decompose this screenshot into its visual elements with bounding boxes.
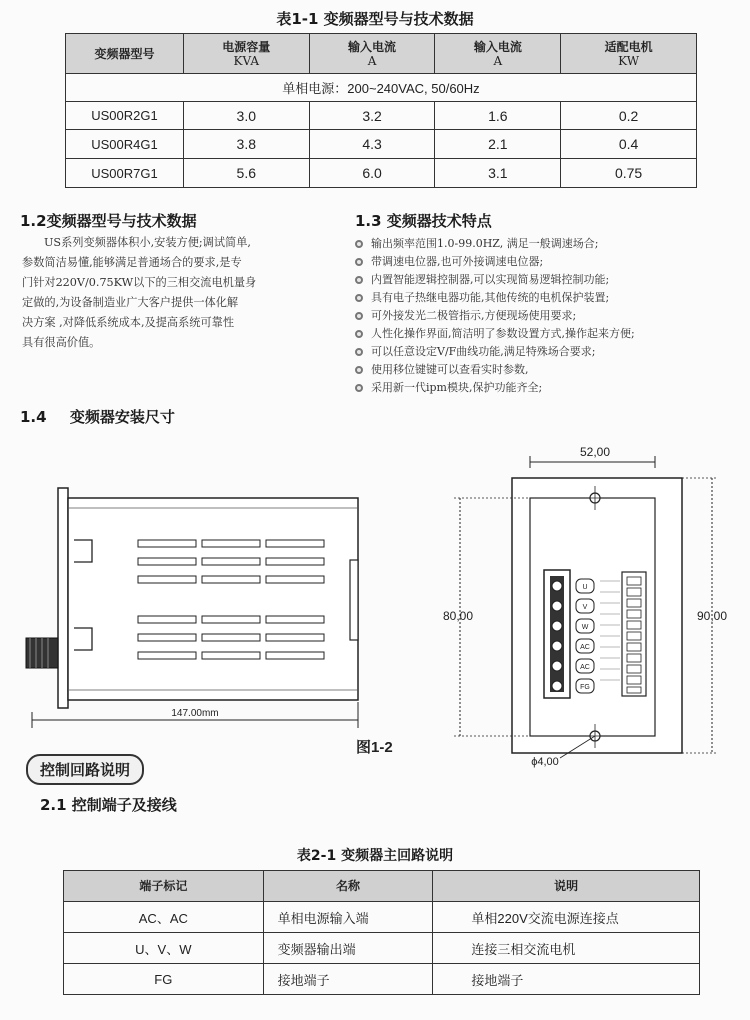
current-cell: 1.6 [435, 102, 561, 130]
name-cell: 单相电源输入端 [263, 902, 433, 933]
main-circuit-table [63, 870, 700, 995]
paragraph-line: 门针对220V/0.75KW以下的三相交流电机量身 [22, 276, 257, 289]
paragraph-line: 决方案 ,对降低系统成本,及提高系统可靠性 [22, 316, 235, 329]
bullet-icon [355, 240, 363, 248]
section-1-2-text [22, 233, 344, 353]
name-cell: 接地端子 [263, 964, 433, 995]
header-capacity: 电源容量 KVA [183, 34, 309, 74]
table-row [66, 130, 697, 159]
capacity-cell: 3.8 [183, 130, 309, 159]
bullet-icon [355, 366, 363, 374]
bullet-icon [355, 276, 363, 284]
list-item: 采用新一代ipm模块,保护功能齐全; [355, 379, 745, 397]
table1-title: 表1-1 变频器型号与技术数据 [276, 10, 474, 28]
name-cell: 变频器输出端 [263, 933, 433, 964]
hole-diameter-label: ϕ4,00 [531, 756, 559, 768]
side-width-label: 147.00mm [171, 708, 219, 719]
header-name: 名称 [263, 871, 433, 902]
model-cell: US00R7G1 [66, 159, 184, 188]
description-cell: 连接三相交流电机 [433, 933, 700, 964]
outer-height-label: 90,00 [696, 609, 728, 623]
list-item: 具有电子热继电器功能,其他传统的电机保护装置; [355, 289, 745, 307]
bullet-icon [355, 384, 363, 392]
list-item: 内置智能逻辑控制器,可以实现简易逻辑控制功能; [355, 271, 745, 289]
bullet-icon [355, 312, 363, 320]
description-cell: 接地端子 [433, 964, 700, 995]
paragraph-line: US系列变频器体积小,安装方便;调试简单, [44, 236, 251, 249]
list-item: 可以任意设定V/F曲线功能,满足特殊场合要求; [355, 343, 745, 361]
table-header [64, 871, 700, 902]
power-supply-row: 单相电源：200~240VAC, 50/60Hz [66, 74, 697, 102]
capacity-cell: 3.0 [183, 102, 309, 130]
paragraph-line: 参数简洁易懂,能够满足普通场合的要求,是专 [22, 256, 242, 269]
list-item: 人性化操作界面,简洁明了参数设置方式,操作起来方便; [355, 325, 745, 343]
motor-cell: 0.4 [561, 130, 697, 159]
header-description: 说明 [433, 871, 700, 902]
model-cell: US00R4G1 [66, 130, 184, 159]
housing-body [68, 498, 358, 700]
paragraph-line: 定做的,为设备制造业广大客户提供一体化解 [22, 296, 239, 309]
front-flange [58, 488, 68, 708]
bullet-icon [355, 258, 363, 266]
side-view-drawing [20, 480, 370, 730]
list-item: 带调速电位器,也可外接调速电位器; [355, 253, 745, 271]
table-row [64, 933, 700, 964]
list-item: 可外接发光二极管指示,方便现场使用要求; [355, 307, 745, 325]
current-cell: 4.3 [309, 130, 435, 159]
header-input-current-2: 输入电流 A [435, 34, 561, 74]
current-cell: 2.1 [435, 130, 561, 159]
terminal-cell: FG [64, 964, 264, 995]
front-view-drawing [440, 440, 740, 770]
table-row [66, 102, 697, 130]
section-1-3-heading: 1.3 变频器技术特点 [355, 212, 492, 230]
paragraph-line: 具有很高价值。 [22, 336, 101, 349]
terminal-label: AC [580, 664, 590, 671]
section-title: 变频器安装尺寸 [69, 408, 175, 426]
terminal-cell: U、V、W [64, 933, 264, 964]
bullet-icon [355, 330, 363, 338]
spec-table [65, 33, 697, 188]
inner-height-label: 80,00 [442, 609, 474, 623]
width-dimension-label: 52,00 [579, 445, 611, 459]
bullet-icon [355, 348, 363, 356]
list-item: 输出频率范围1.0-99.0HZ, 满足一般调速场合; [355, 235, 745, 253]
terminal-label: FG [580, 684, 590, 691]
section-1-4-heading [20, 406, 175, 427]
table2-title: 表2-1 变频器主回路说明 [296, 848, 454, 864]
section-2-1-heading: 2.1 控制端子及接线 [40, 796, 177, 814]
motor-cell: 0.2 [561, 102, 697, 130]
section-1-2-heading: 1.2变频器型号与技术数据 [20, 212, 197, 230]
header-input-current: 输入电流 A [309, 34, 435, 74]
terminal-label: AC [580, 644, 590, 651]
description-cell: 单相220V交流电源连接点 [433, 902, 700, 933]
bullet-icon [355, 294, 363, 302]
section-number: 1.4 [20, 408, 47, 426]
terminal-label: V [582, 604, 588, 611]
table-row [64, 964, 700, 995]
spec-table-header [66, 34, 697, 74]
terminal-label: W [581, 624, 589, 631]
table-row [64, 902, 700, 933]
header-motor: 适配电机 KW [561, 34, 697, 74]
terminal-cell: AC、AC [64, 902, 264, 933]
current-cell: 3.1 [435, 159, 561, 188]
feature-list [355, 235, 745, 397]
control-circuit-badge: 控制回路说明 [26, 754, 144, 785]
model-cell: US00R2G1 [66, 102, 184, 130]
table-row [66, 159, 697, 188]
header-model: 变频器型号 [66, 34, 184, 74]
list-item: 使用移位键键可以查看实时参数, [355, 361, 745, 379]
current-cell: 3.2 [309, 102, 435, 130]
header-terminal: 端子标记 [64, 871, 264, 902]
capacity-cell: 5.6 [183, 159, 309, 188]
current-cell: 6.0 [309, 159, 435, 188]
terminal-label: U [582, 584, 588, 591]
motor-cell: 0.75 [561, 159, 697, 188]
figure-caption: 图1-2 [356, 739, 393, 756]
